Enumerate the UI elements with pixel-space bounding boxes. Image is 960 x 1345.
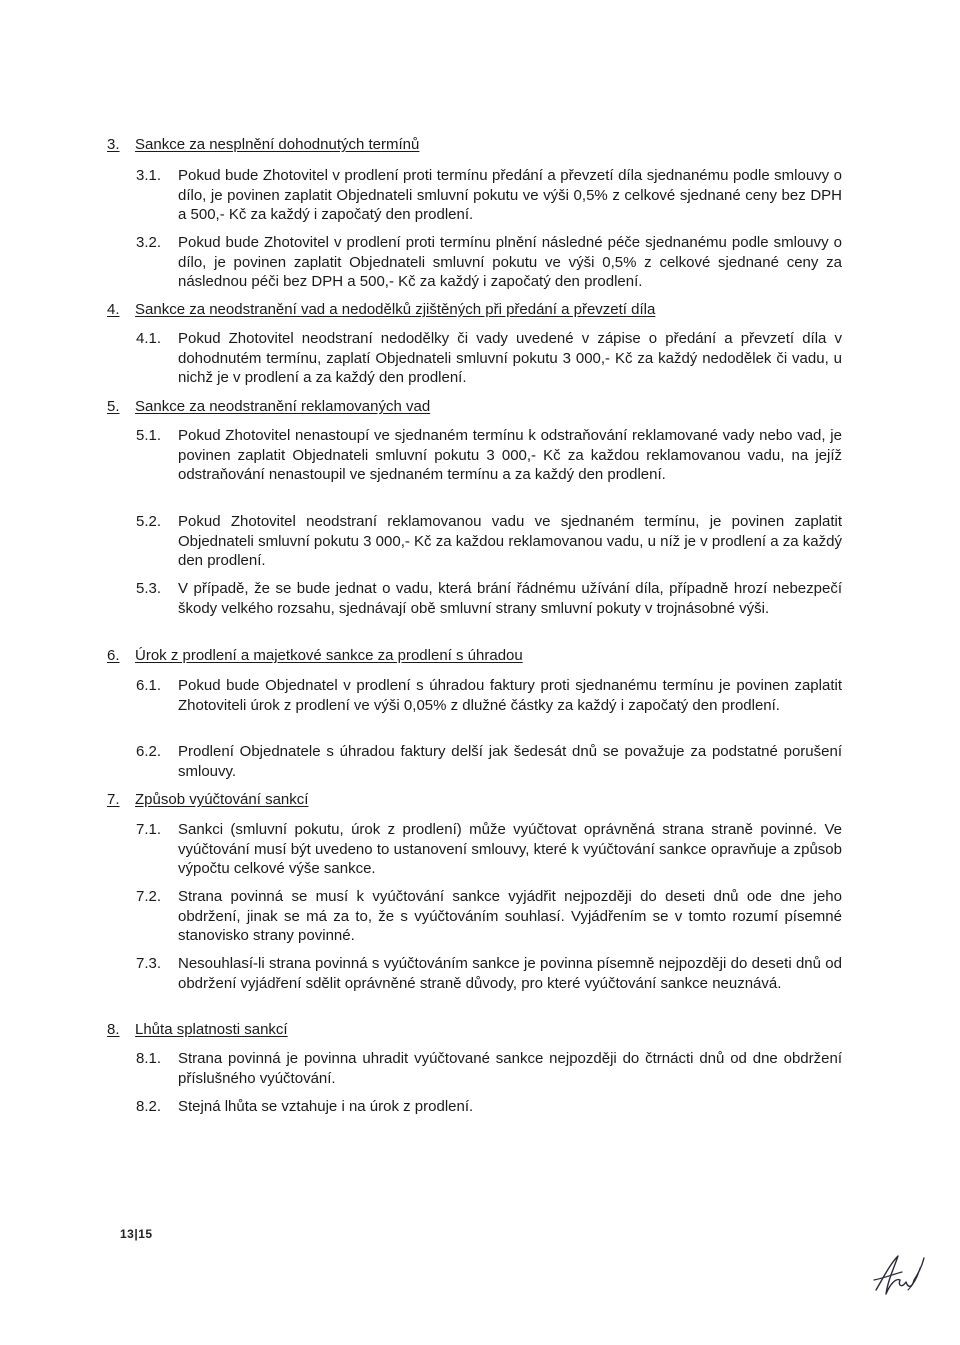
clause-text: Strana povinná se musí k vyúčtování sankce vyjádřit nejpozději do deseti dnů ode dne jeho obdržení, jinak se má za to, že s vyúčtováním souhlasí. Vyjádřením se v tomto rozumí písemné stanovisko strany povinné. — [178, 888, 842, 945]
clause-text: Strana povinná je povinna uhradit vyúčtované sankce nejpozději do čtrnácti dnů od dne obdržení příslušného vyúčtování. — [178, 1050, 842, 1087]
clause-text: Pokud Zhotovitel neodstraní nedodělky či vady uvedené v zápise o předání a převzetí díla v dohodnutém termínu, zaplatí Objednateli smluvní pokutu 3 000,- Kč za každý nedodělek či vadu, u nichž je v prodlení a za každý den prodlení. — [178, 330, 842, 387]
clause-number: 3.1. — [136, 167, 162, 184]
section-number: 7. — [107, 791, 120, 808]
section-heading-4 — [107, 300, 847, 319]
section-title: Způsob vyúčtování sankcí — [135, 791, 309, 808]
clause-7-3 — [136, 954, 842, 993]
section-heading-3 — [107, 135, 847, 154]
section-heading-8 — [107, 1020, 847, 1039]
clause-3-2 — [136, 233, 842, 292]
clause-number: 8.2. — [136, 1098, 162, 1115]
clause-number: 6.2. — [136, 743, 162, 760]
clause-number: 8.1. — [136, 1050, 162, 1067]
clause-7-2 — [136, 887, 842, 946]
clause-text: Pokud Zhotovitel neodstraní reklamovanou vadu ve sjednaném termínu, je povinen zaplatit Objednateli smluvní pokutu 3 000,- Kč za každou reklamovanou vadu, u níž je v prodlení a za každý den prodlení. — [178, 513, 842, 570]
clause-3-1 — [136, 166, 842, 225]
clause-5-2 — [136, 512, 842, 571]
clause-number: 7.3. — [136, 955, 162, 972]
clause-4-1 — [136, 329, 842, 388]
clause-number: 3.2. — [136, 234, 162, 251]
clause-8-1 — [136, 1049, 842, 1088]
clause-text: V případě, že se bude jednat o vadu, která brání řádnému užívání díla, případně hrozí nebezpečí škody velkého rozsahu, sjednávají obě smluvní strany smluvní pokuty v trojnásobné výši. — [178, 580, 842, 617]
section-title: Úrok z prodlení a majetkové sankce za prodlení s úhradou — [135, 647, 523, 664]
clause-text: Stejná lhůta se vztahuje i na úrok z prodlení. — [178, 1098, 474, 1115]
section-title: Sankce za neodstranění reklamovaných vad — [135, 398, 431, 415]
handwritten-signature-icon — [868, 1250, 928, 1300]
clause-number: 5.1. — [136, 427, 162, 444]
clause-number: 4.1. — [136, 330, 162, 347]
clause-5-3 — [136, 579, 842, 618]
clause-6-1 — [136, 676, 842, 715]
section-number: 3. — [107, 136, 120, 153]
clause-number: 5.2. — [136, 513, 162, 530]
clause-text: Pokud bude Zhotovitel v prodlení proti termínu plnění následné péče sjednanému podle smlouvy o dílo, je povinen zaplatit Objednateli smluvní pokutu ve výši 0,5% z celkové sjednané ceny za následnou péči bez DPH a 500,- Kč za každý i započatý den prodlení. — [178, 234, 842, 291]
section-title: Sankce za nesplnění dohodnutých termínů — [135, 136, 420, 153]
clause-text: Pokud bude Objednatel v prodlení s úhradou faktury proti sjednanému termínu je povinen zaplatit Zhotoviteli úrok z prodlení ve výši 0,05% z dlužné částky za každý i započatý den prodlení. — [178, 677, 842, 714]
clause-number: 6.1. — [136, 677, 162, 694]
clause-text: Prodlení Objednatele s úhradou faktury delší jak šedesát dnů se považuje za podstatné porušení smlouvy. — [178, 743, 842, 780]
clause-7-1 — [136, 820, 842, 879]
section-number: 6. — [107, 647, 120, 664]
section-title: Sankce za neodstranění vad a nedodělků zjištěných při předání a převzetí díla — [135, 301, 656, 318]
section-number: 4. — [107, 301, 120, 318]
section-heading-7 — [107, 790, 847, 809]
section-heading-5 — [107, 397, 847, 416]
section-number: 5. — [107, 398, 120, 415]
clause-number: 5.3. — [136, 580, 162, 597]
section-number: 8. — [107, 1021, 120, 1038]
section-title: Lhůta splatnosti sankcí — [135, 1021, 288, 1038]
clause-text: Pokud bude Zhotovitel v prodlení proti termínu předání a převzetí díla sjednanému podle smlouvy o dílo, je povinen zaplatit Objednateli smluvní pokutu ve výši 0,5% z celkové sjednané ceny bez DPH a 500,- Kč za každý i započatý den prodlení. — [178, 167, 842, 224]
page-number: 13|15 — [120, 1227, 153, 1241]
section-heading-6 — [107, 646, 847, 665]
clause-text: Sankci (smluvní pokutu, úrok z prodlení) může vyúčtovat oprávněná strana straně povinné. Ve vyúčtování musí být uvedeno to ustanovení smlouvy, které k vyúčtování sankce opravňuje a způsob výpočtu celkové výše sankce. — [178, 821, 842, 878]
clause-8-2 — [136, 1097, 842, 1117]
clause-number: 7.1. — [136, 821, 162, 838]
clause-text: Pokud Zhotovitel nenastoupí ve sjednaném termínu k odstraňování reklamované vady nebo vad, je povinen zaplatit Objednateli smluvní pokutu 3 000,- Kč za každou reklamovanou vadu, na jejíž odstraňování nenastoupil ve sjednaném termínu a za každý den prodlení. — [178, 427, 842, 484]
clause-text: Nesouhlasí-li strana povinná s vyúčtováním sankce je povinna písemně nejpozději do deseti dnů od obdržení vyjádření sdělit oprávněné straně důvody, pro které vyúčtování sankce neuznává. — [178, 955, 842, 992]
clause-5-1 — [136, 426, 842, 485]
clause-number: 7.2. — [136, 888, 162, 905]
clause-6-2 — [136, 742, 842, 781]
